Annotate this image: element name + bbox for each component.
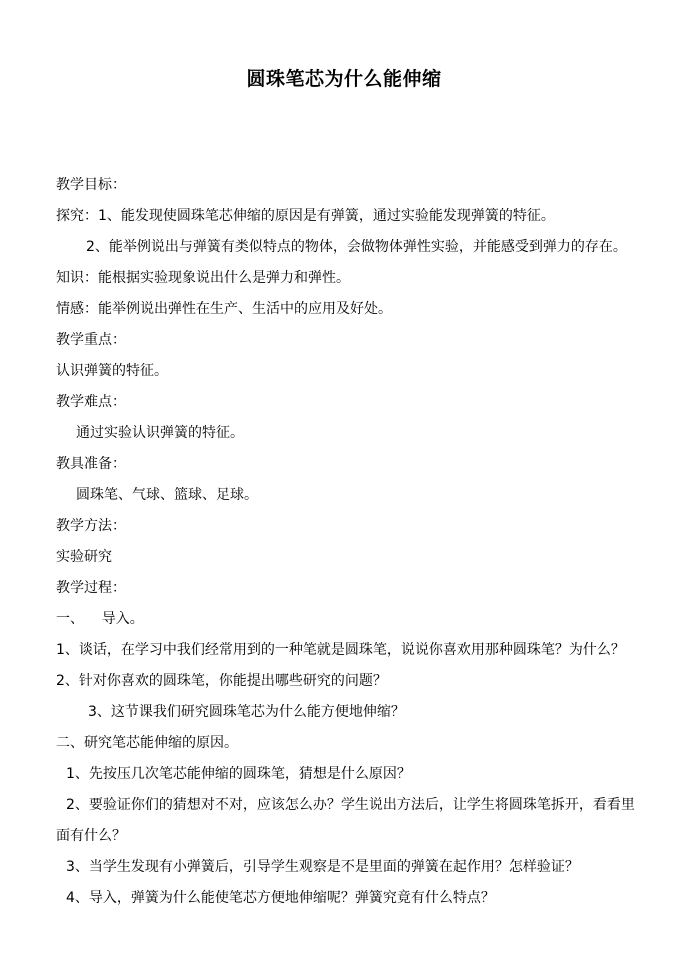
paragraph-line: 3、当学生发现有小弹簧后，引导学生观察是不是里面的弹簧在起作用？怎样验证？ (66, 859, 579, 875)
subsection-heading: 二、研究笔芯能伸缩的原因。 (56, 735, 238, 751)
paragraph-line: 情感：能举例说出弹性在生产、生活中的应用及好处。 (56, 301, 392, 317)
paragraph-line: 2、能举例说出与弹簧有类似特点的物体，会做物体弹性实验，并能感受到弹力的存在。 (86, 239, 627, 255)
paragraph-line: 1、谈话，在学习中我们经常用到的一种笔就是圆珠笔，说说你喜欢用那种圆珠笔？为什么？ (56, 642, 625, 658)
section-heading-difficulties: 教学难点： (56, 394, 126, 410)
paragraph-line: 1、先按压几次笔芯能伸缩的圆珠笔，猜想是什么原因？ (66, 766, 411, 782)
paragraph-line: 实验研究 (56, 549, 112, 565)
paragraph-line: 通过实验认识弹簧的特征。 (76, 425, 244, 441)
paragraph-line: 知识：能根据实验现象说出什么是弹力和弹性。 (56, 270, 350, 286)
paragraph-line: 2、针对你喜欢的圆珠笔，你能提出哪些研究的问题？ (56, 673, 387, 689)
section-heading-methods: 教学方法： (56, 518, 126, 534)
section-heading-process: 教学过程： (56, 580, 126, 596)
paragraph-line: 圆珠笔、气球、篮球、足球。 (76, 487, 258, 503)
section-heading-key-points: 教学重点： (56, 332, 126, 348)
paragraph-line: 2、要验证你们的猜想对不对，应该怎么办？学生说出方法后，让学生将圆珠笔拆开，看看里 (66, 797, 635, 813)
paragraph-line: 面有什么？ (56, 828, 126, 844)
paragraph-line: 探究：1、能发现使圆珠笔芯伸缩的原因是有弹簧，通过实验能发现弹簧的特征。 (56, 208, 555, 224)
paragraph-line: 4、导入，弹簧为什么能使笔芯方便地伸缩呢？弹簧究竟有什么特点？ (66, 890, 495, 906)
subsection-heading: 一、 导入。 (56, 611, 144, 627)
section-heading-materials: 教具准备： (56, 456, 126, 472)
paragraph-line: 3、这节课我们研究圆珠笔芯为什么能方便地伸缩？ (88, 704, 405, 720)
section-heading-objectives: 教学目标： (56, 177, 126, 193)
document-title: 圆珠笔芯为什么能伸缩 (246, 68, 442, 90)
paragraph-line: 认识弹簧的特征。 (56, 363, 168, 379)
